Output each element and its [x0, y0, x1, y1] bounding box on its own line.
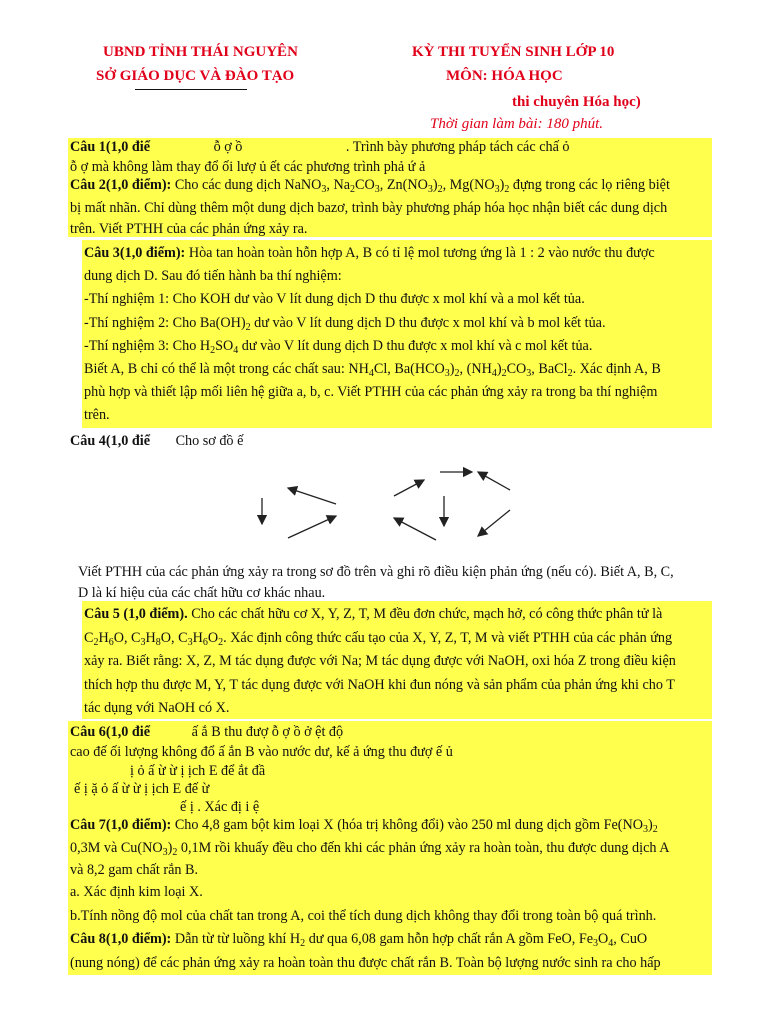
q4-line-3: D là kí hiệu của các chất hữu cơ khác nhau.	[78, 585, 326, 601]
scheme-arrow-4	[394, 480, 424, 496]
q3-line-7: phù hợp và thiết lập mối liên hệ giữa a, b, c. Viết PTHH của các phản ứng xảy ra trong ba thí nghiệm	[84, 384, 658, 400]
q1-line-2: ỗ ợ mà không làm thay đổ ối lượ ủ ết các phương trình phả ứ ả	[70, 159, 426, 175]
q1-label: Câu 1(1,0 điể	[70, 139, 151, 155]
q5-line-4: thích hợp thu được M, Y, T tác dụng được với NaOH khi đun nóng và sản phẩm của phản ứng khi cho T	[84, 677, 675, 693]
q4-line-2: Viết PTHH của các phản ứng xảy ra trong sơ đồ trên và ghi rõ điều kiện phản ứng (nếu có). Biết A, B, C,	[78, 564, 674, 580]
q7-line-3: và 8,2 gam chất rắn B.	[70, 862, 199, 878]
q7-line-2: 0,3M và $Cu(NO_3)_2$ 0,1M rồi khuấy đều cho đến khi các phản ứng xảy ra hoàn toàn, thu được dung dịch A	[70, 840, 670, 858]
q3-line-8: trên.	[84, 407, 110, 423]
scheme-arrow-8	[478, 510, 510, 536]
q8-label: Câu 8(1,0 điểm):	[70, 931, 172, 947]
q2-line-2: bị mất nhãn. Chỉ dùng thêm một dung dịch bazơ, trình bày phương pháp hóa học nhận biết các dung dịch	[70, 200, 668, 216]
q6-line-5: ế ị . Xác đị i ệ	[180, 799, 260, 815]
q6-line-2: cao đế ối lượng không đổ ấ ắn B vào nước dư, kế ả ứng thu đượ ế ủ	[70, 744, 453, 760]
q2-line-1: Câu 2(1,0 điểm): Cho các dung dịch NaNO$_3$, $Na_2CO_3$, $Zn(NO_3)_2$, $Mg(NO_3)_2$ đựng trong các lọ riêng biệt	[70, 177, 670, 195]
header-department: SỞ GIÁO DỤC VÀ ĐÀO TẠO	[96, 68, 295, 84]
q5-line-2: $C_2H_6O$, $C_3H_8O$, $C_3H_6O_2$. Xác định công thức cấu tạo của X, Y, Z, T, M và viết PTHH của các phản ứng	[84, 630, 673, 648]
q4-line-1: Câu 4(1,0 điể Cho sơ đồ ế	[70, 433, 244, 449]
scheme-arrow-7	[478, 472, 510, 490]
q6-line-1: Câu 6(1,0 điể ấ ắ B thu đượ ỗ ợ ồ ở ệt độ	[70, 724, 344, 740]
scheme-arrow-3	[288, 516, 336, 538]
q3-line-6: Biết A, B chỉ có thể là một trong các chất sau: $NH_4Cl$, $Ba(HCO_3)_2$, $(NH_4)_2CO_3$, BaCl$_2$. Xác định A, B	[84, 361, 661, 379]
q2-label: Câu 2(1,0 điểm):	[70, 177, 172, 193]
header-exam-title: KỲ THI TUYỂN SINH LỚP 10	[412, 44, 615, 60]
q7-line-1: Câu 7(1,0 điểm): Cho 4,8 gam bột kim loại X (hóa trị không đổi) vào 250 ml dung dịch gồm $Fe(NO_3)_2$	[70, 817, 658, 835]
q3-line-2: dung dịch D. Sau đó tiến hành ba thí nghiệm:	[84, 268, 342, 284]
q1-line-1: Câu 1(1,0 điể ỗ ợ ồ . Trình bày phương pháp tách các chấ ỏ	[70, 139, 570, 155]
q7-label: Câu 7(1,0 điểm):	[70, 817, 172, 833]
header-exam-type: thi chuyên Hóa học)	[512, 94, 641, 110]
scheme-arrow-9	[394, 518, 436, 540]
q6-label: Câu 6(1,0 điể	[70, 724, 151, 740]
q3-line-5: -Thí nghiệm 3: Cho $H_2SO_4$ dư vào V lít dung dịch D thu được x mol khí và c mol kết tủa.	[84, 338, 593, 356]
q8-line-2: (nung nóng) để các phản ứng xảy ra hoàn toàn thu được chất rắn B. Toàn bộ lượng nước sinh ra cho hấp	[70, 955, 661, 971]
q5-line-3: xảy ra. Biết rằng: X, Z, M tác dụng được với Na; M tác dụng được với NaOH, oxi hóa Z trong điều kiện	[84, 653, 676, 669]
q8-line-1: Câu 8(1,0 điểm): Dẫn từ từ luồng khí $H_2$ dư qua 6,08 gam hỗn hợp chất rắn A gồm FeO, $Fe_3O_4$, CuO	[70, 931, 648, 949]
header-subject: MÔN: HÓA HỌC	[446, 68, 563, 84]
q2-line-3: trên. Viết PTHH của các phản ứng xảy ra.	[70, 221, 308, 237]
q5-line-1: Câu 5 (1,0 điểm). Cho các chất hữu cơ X, Y, Z, T, M đều đơn chức, mạch hở, có công thức phân tử là	[84, 606, 663, 622]
header-underline	[135, 89, 247, 90]
q3-line-3: -Thí nghiệm 1: Cho KOH dư vào V lít dung dịch D thu được x mol khí và a mol kết tủa.	[84, 291, 585, 307]
q7-line-4: a. Xác định kim loại X.	[70, 884, 203, 900]
q3-line-1: Câu 3(1,0 điểm): Hòa tan hoàn toàn hỗn hợp A, B có tỉ lệ mol tương ứng là 1 : 2 vào nước thu được	[84, 245, 655, 261]
header-time: Thời gian làm bài: 180 phút.	[430, 116, 604, 132]
q5-line-5: tác dụng với NaOH có X.	[84, 700, 230, 716]
q4-label: Câu 4(1,0 điể	[70, 433, 151, 449]
q7-line-5: b.Tính nồng độ mol của chất tan trong A, coi thể tích dung dịch không thay đổi trong toàn bộ quá trình.	[70, 908, 657, 924]
q6-line-4: ế ị ặ ỏ ấ ừ ừ ị ịch E đế ừ	[74, 781, 210, 797]
scheme-arrow-2	[288, 488, 336, 504]
q6-line-3: ị ỏ ấ ừ ừ ị ịch E để ắt đầ	[130, 763, 266, 779]
reaction-scheme-diagram	[240, 460, 540, 550]
q5-label: Câu 5 (1,0 điểm).	[84, 606, 188, 622]
header-province: UBND TỈNH THÁI NGUYÊN	[103, 44, 298, 60]
q3-line-4: -Thí nghiệm 2: Cho $Ba(OH)_2$ dư vào V lít dung dịch D thu được x mol khí và b mol kết tủa.	[84, 315, 606, 333]
q3-label: Câu 3(1,0 điểm):	[84, 245, 186, 261]
